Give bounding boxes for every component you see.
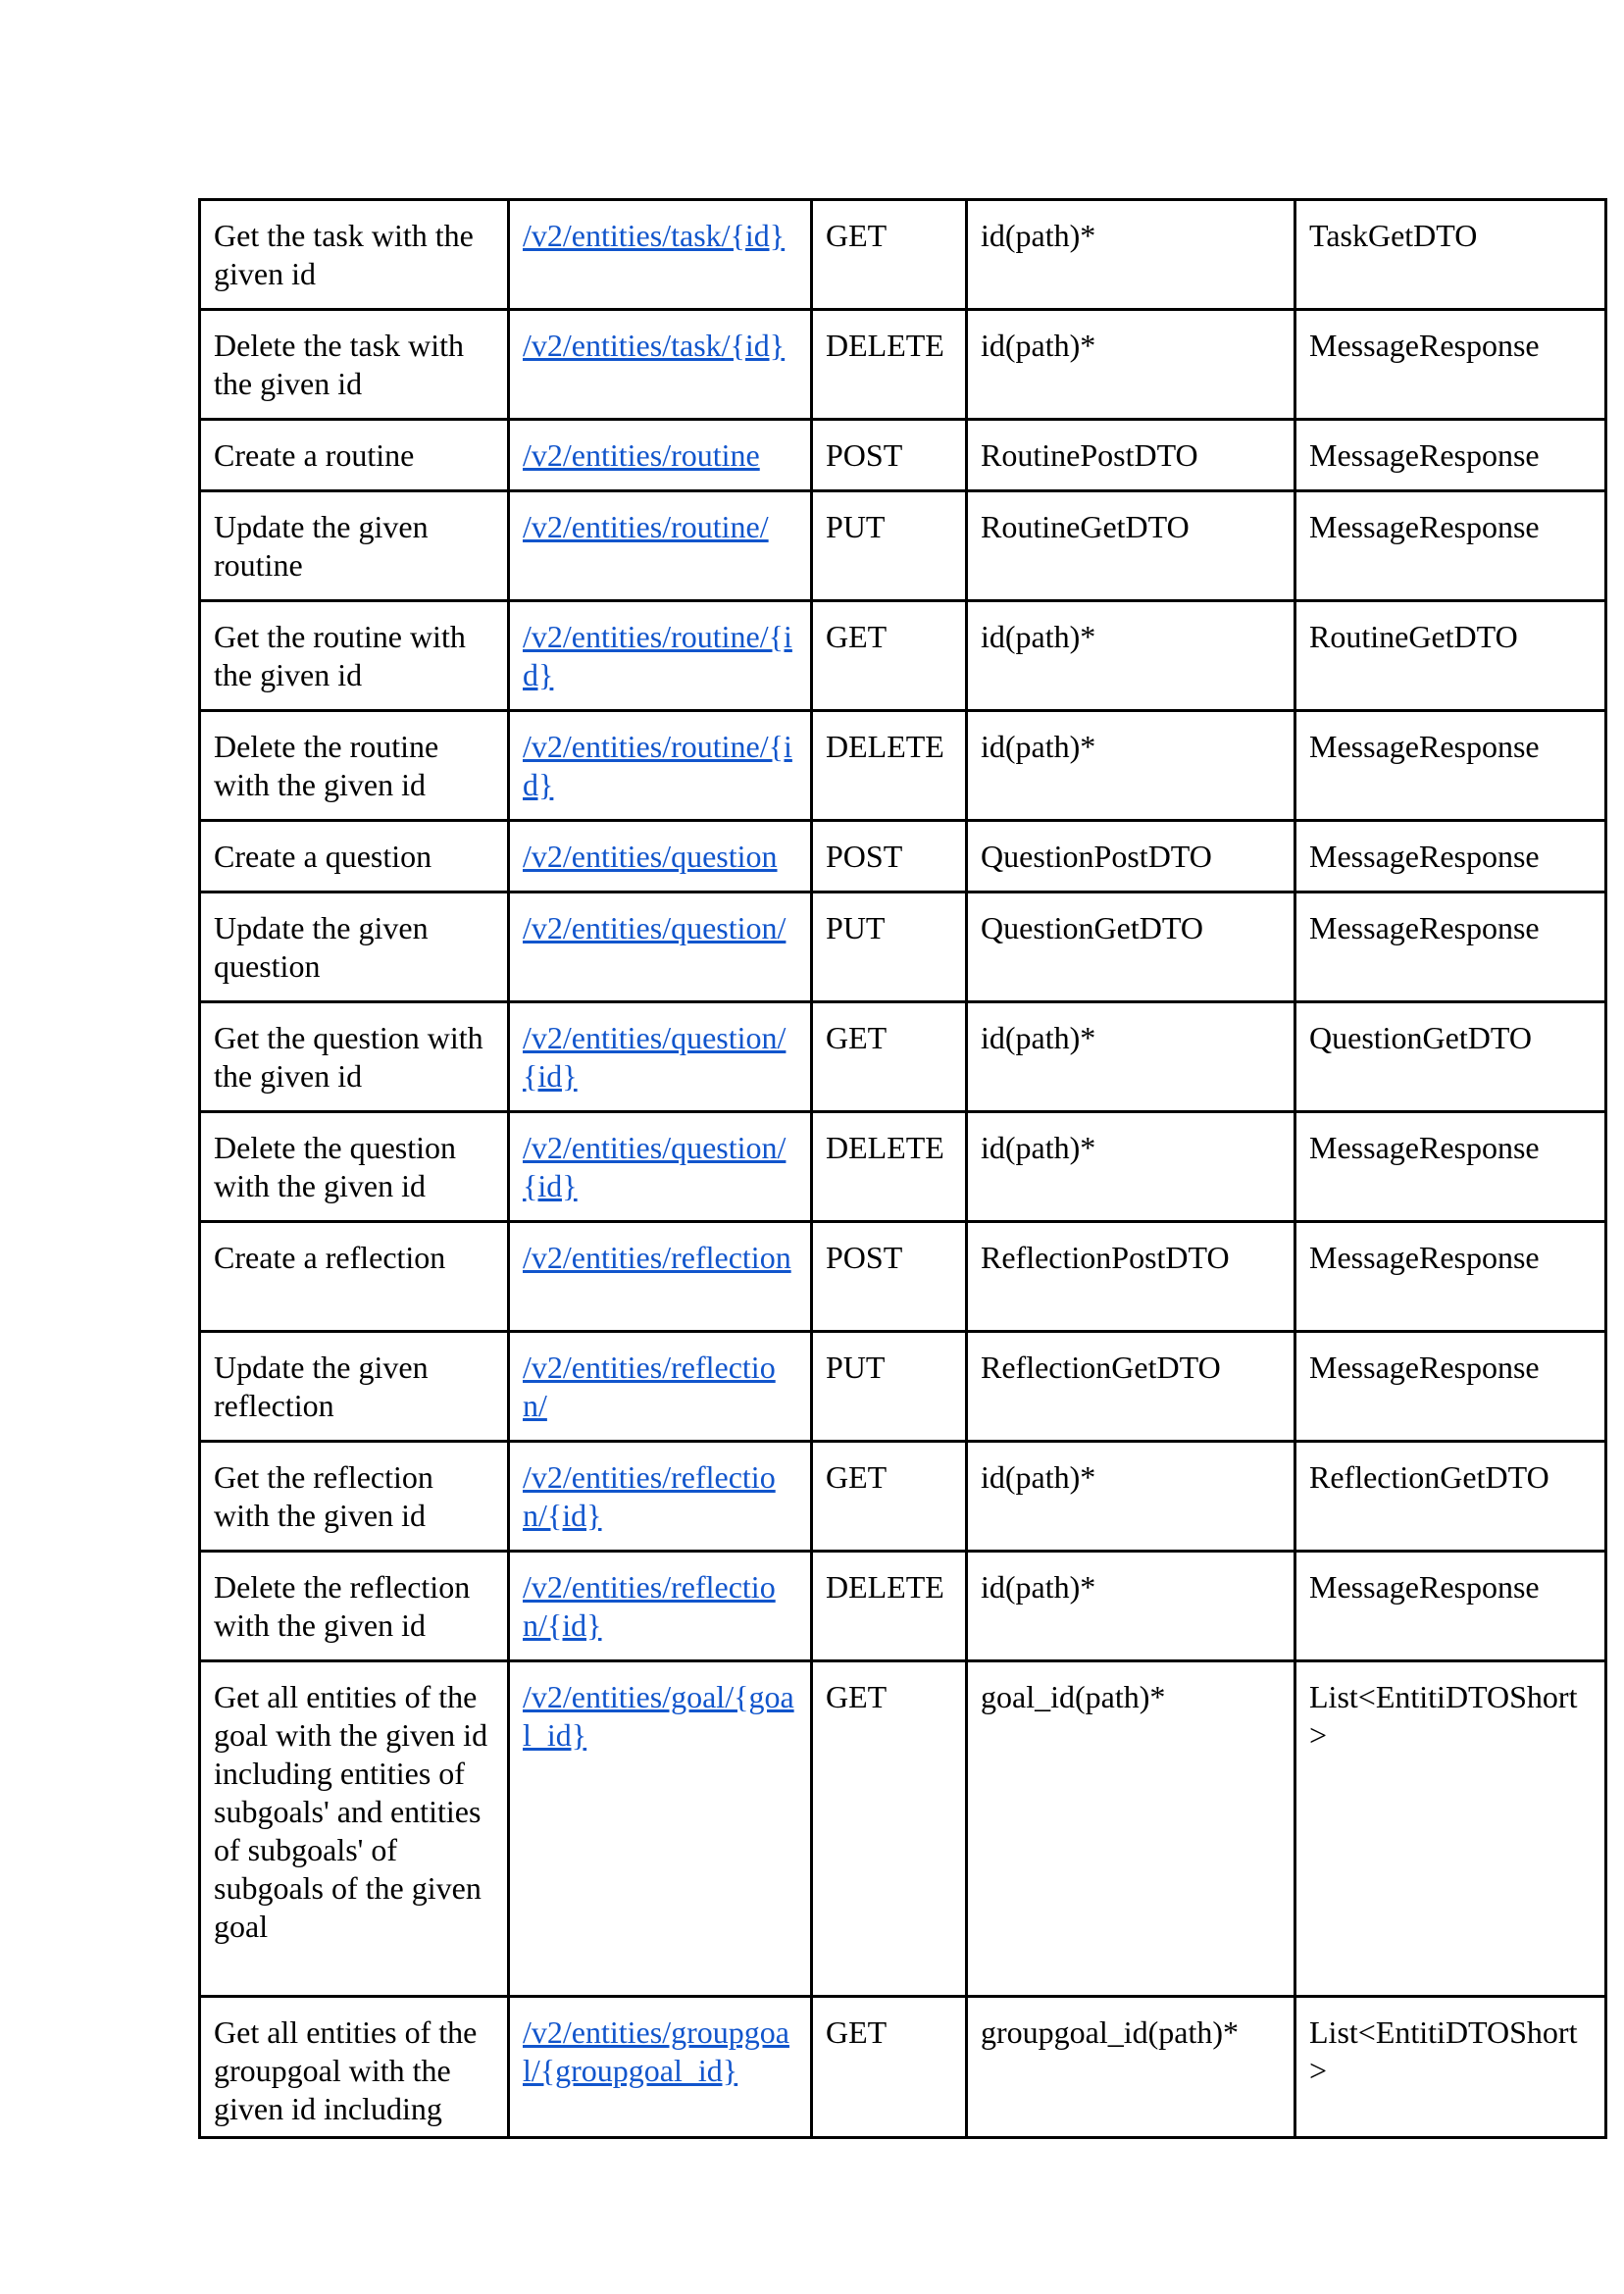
url-cell <box>509 1332 812 1442</box>
description-cell: Get the task with the given id <box>200 200 509 310</box>
method-cell: POST <box>812 1222 967 1332</box>
response-cell: MessageResponse <box>1295 892 1606 1002</box>
description-cell: Get the reflection with the given id <box>200 1442 509 1552</box>
url-cell <box>509 1112 812 1222</box>
method-cell: PUT <box>812 491 967 601</box>
params-cell: id(path)* <box>967 1002 1295 1112</box>
method-cell: PUT <box>812 1332 967 1442</box>
description-cell: Update the given question <box>200 892 509 1002</box>
url-cell <box>509 310 812 420</box>
response-cell: RoutineGetDTO <box>1295 601 1606 711</box>
table-row <box>200 1997 1606 2138</box>
table-row <box>200 821 1606 892</box>
url-cell <box>509 711 812 821</box>
description-cell: Create a routine <box>200 420 509 491</box>
response-cell: MessageResponse <box>1295 1332 1606 1442</box>
params-cell: ReflectionGetDTO <box>967 1332 1295 1442</box>
response-cell: MessageResponse <box>1295 821 1606 892</box>
method-cell: PUT <box>812 892 967 1002</box>
method-cell: GET <box>812 1661 967 1997</box>
endpoint-link[interactable]: /v2/entities/question/{id} <box>523 1130 787 1203</box>
endpoint-link[interactable]: /v2/entities/reflection <box>523 1240 791 1275</box>
description-cell: Create a question <box>200 821 509 892</box>
response-cell: List<EntitiDTOShort> <box>1295 1661 1606 1997</box>
method-cell: GET <box>812 1997 967 2138</box>
response-cell: MessageResponse <box>1295 310 1606 420</box>
table-row <box>200 1552 1606 1661</box>
method-cell: DELETE <box>812 1112 967 1222</box>
response-cell: MessageResponse <box>1295 1222 1606 1332</box>
params-cell: QuestionGetDTO <box>967 892 1295 1002</box>
endpoint-link[interactable]: /v2/entities/groupgoal/{groupgoal_id} <box>523 2014 789 2088</box>
description-cell: Create a reflection <box>200 1222 509 1332</box>
description-cell: Update the given reflection <box>200 1332 509 1442</box>
response-cell: ReflectionGetDTO <box>1295 1442 1606 1552</box>
url-cell <box>509 1002 812 1112</box>
method-cell: DELETE <box>812 711 967 821</box>
params-cell: RoutinePostDTO <box>967 420 1295 491</box>
params-cell: id(path)* <box>967 711 1295 821</box>
description-cell: Delete the reflection with the given id <box>200 1552 509 1661</box>
endpoint-link[interactable]: /v2/entities/routine/{id} <box>523 619 792 692</box>
params-cell: goal_id(path)* <box>967 1661 1295 1997</box>
endpoint-link[interactable]: /v2/entities/reflection/{id} <box>523 1459 776 1533</box>
table-row <box>200 892 1606 1002</box>
response-cell: MessageResponse <box>1295 1112 1606 1222</box>
description-cell: Get the routine with the given id <box>200 601 509 711</box>
url-cell <box>509 821 812 892</box>
description-cell: Update the given routine <box>200 491 509 601</box>
endpoint-link[interactable]: /v2/entities/goal/{goal_id} <box>523 1679 794 1753</box>
description-cell: Get the question with the given id <box>200 1002 509 1112</box>
table-row <box>200 491 1606 601</box>
endpoint-link[interactable]: /v2/entities/reflection/{id} <box>523 1569 776 1643</box>
method-cell: GET <box>812 1442 967 1552</box>
endpoint-link[interactable]: /v2/entities/routine <box>523 437 760 473</box>
endpoint-link[interactable]: /v2/entities/reflection/ <box>523 1350 776 1423</box>
endpoint-link[interactable]: /v2/entities/routine/{id} <box>523 729 792 802</box>
url-cell <box>509 1552 812 1661</box>
table-row <box>200 420 1606 491</box>
url-cell <box>509 491 812 601</box>
method-cell: GET <box>812 200 967 310</box>
params-cell: groupgoal_id(path)* <box>967 1997 1295 2138</box>
response-cell: List<EntitiDTOShort> <box>1295 1997 1606 2138</box>
table-row <box>200 1222 1606 1332</box>
url-cell <box>509 1442 812 1552</box>
params-cell: RoutineGetDTO <box>967 491 1295 601</box>
url-cell <box>509 1661 812 1997</box>
params-cell: id(path)* <box>967 200 1295 310</box>
table-row <box>200 601 1606 711</box>
table-row <box>200 310 1606 420</box>
params-cell: id(path)* <box>967 1442 1295 1552</box>
response-cell: MessageResponse <box>1295 711 1606 821</box>
table-row <box>200 1332 1606 1442</box>
url-cell <box>509 1222 812 1332</box>
response-cell: QuestionGetDTO <box>1295 1002 1606 1112</box>
method-cell: DELETE <box>812 310 967 420</box>
params-cell: ReflectionPostDTO <box>967 1222 1295 1332</box>
params-cell: QuestionPostDTO <box>967 821 1295 892</box>
endpoint-link[interactable]: /v2/entities/task/{id} <box>523 218 786 253</box>
method-cell: POST <box>812 420 967 491</box>
params-cell: id(path)* <box>967 1552 1295 1661</box>
params-cell: id(path)* <box>967 310 1295 420</box>
endpoint-link[interactable]: /v2/entities/task/{id} <box>523 328 786 363</box>
api-endpoints-table <box>198 198 1607 2139</box>
endpoint-link[interactable]: /v2/entities/question/{id} <box>523 1020 787 1094</box>
table-row <box>200 1661 1606 1997</box>
table-row <box>200 200 1606 310</box>
url-cell <box>509 601 812 711</box>
url-cell <box>509 892 812 1002</box>
method-cell: GET <box>812 1002 967 1112</box>
description-cell: Delete the routine with the given id <box>200 711 509 821</box>
response-cell: TaskGetDTO <box>1295 200 1606 310</box>
table-row <box>200 1112 1606 1222</box>
method-cell: GET <box>812 601 967 711</box>
response-cell: MessageResponse <box>1295 491 1606 601</box>
params-cell: id(path)* <box>967 1112 1295 1222</box>
method-cell: POST <box>812 821 967 892</box>
table-row <box>200 1002 1606 1112</box>
endpoint-link[interactable]: /v2/entities/question <box>523 839 778 874</box>
description-cell: Get all entities of the goal with the given id including entities of subgoals' and entities of subgoals' of subgoals of the given goal <box>200 1661 509 1997</box>
description-cell: Delete the question with the given id <box>200 1112 509 1222</box>
params-cell: id(path)* <box>967 601 1295 711</box>
url-cell <box>509 200 812 310</box>
response-cell: MessageResponse <box>1295 420 1606 491</box>
method-cell: DELETE <box>812 1552 967 1661</box>
description-cell: Get all entities of the groupgoal with the given id including <box>200 1997 509 2138</box>
response-cell: MessageResponse <box>1295 1552 1606 1661</box>
endpoint-link[interactable]: /v2/entities/routine/ <box>523 509 769 544</box>
url-cell <box>509 1997 812 2138</box>
table-row <box>200 1442 1606 1552</box>
table-row <box>200 711 1606 821</box>
endpoint-link[interactable]: /v2/entities/question/ <box>523 910 787 945</box>
url-cell <box>509 420 812 491</box>
description-cell: Delete the task with the given id <box>200 310 509 420</box>
